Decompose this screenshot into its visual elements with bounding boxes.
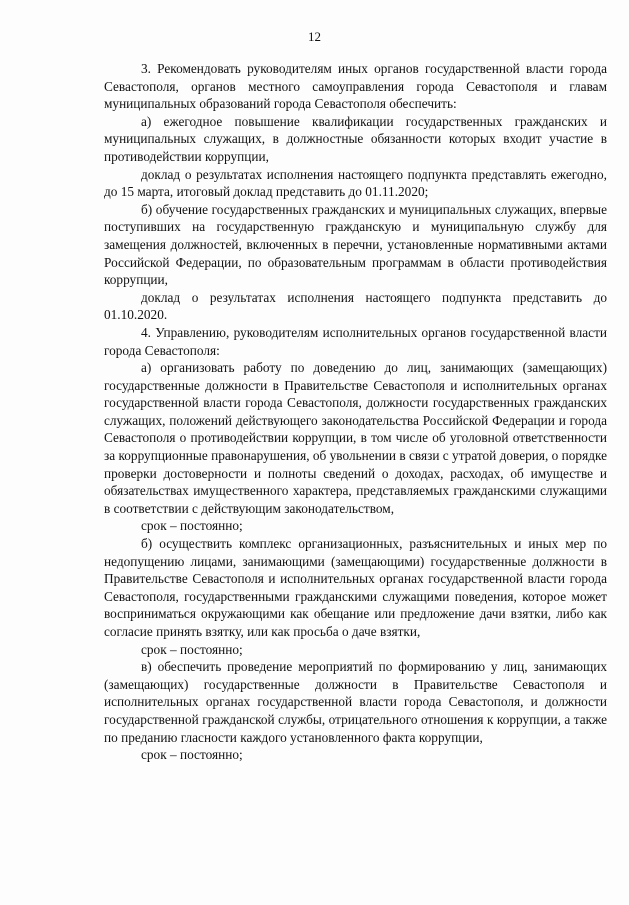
paragraph-4a-deadline: срок – постоянно; [141, 518, 243, 534]
paragraph-4c-deadline: срок – постоянно; [141, 747, 243, 763]
paragraph-4b-deadline: срок – постоянно; [141, 641, 243, 657]
paragraph-4c: в) обеспечить проведение мероприятий по формированию у лиц, занимающих (замещающих) государственные должности в Правительстве Севастополя и исполнительных органах государственной власти города Севастополя, и должности государственной гражданской службы, отрицательного отношения к коррупции, а также по преданию гласности каждого установленного факта коррупции, [104, 659, 607, 745]
paragraph-3: 3. Рекомендовать руководителям иных органов государственной власти города Севастополя, органов местного самоуправления города Севастополя и главам муниципальных образований города Севастополя обеспечить: [104, 61, 607, 112]
paragraph-4b: б) осуществить комплекс организационных, разъяснительных и иных мер по недопущению лицами, занимающими (замещающими) государственные должности в Правительстве Севастополя и исполнительных органах государственной власти города Севастополя, государственными гражданскими служащими поведения, которое может восприниматься окружающими как обещание или предложение дачи взятки, либо как согласие принять взятку, или как просьба о даче взятки, [104, 536, 607, 639]
paragraph-3a: а) ежегодное повышение квалификации государственных гражданских и муниципальных служащих, в должностные обязанности которых входит участие в противодействии коррупции, [104, 113, 607, 164]
document-body [104, 60, 607, 764]
paragraph-4a: а) организовать работу по доведению до лиц, занимающих (замещающих) государственные должности в Правительстве Севастополя и исполнительных органах государственной власти города Севастополя, должности государственных гражданских служащих, положений действующего законодательства Российской Федерации и города Севастополя о противодействии коррупции, в том числе об уголовной ответственности за коррупционные правонарушения, об увольнении в связи с утратой доверия, о порядке проверки достоверности и полноты сведений о доходах, расходах, об имуществе и обязательствах имущественного характера, представляемых гражданскими служащими в соответствии с действующим законодательством, [104, 360, 607, 516]
paragraph-3b: б) обучение государственных гражданских и муниципальных служащих, впервые поступивших на государственную гражданскую и муниципальную службу для замещения должностей, включенных в перечни, установленные нормативными актами Российской Федерации, по образовательным программам в области противодействия коррупции, [104, 201, 607, 288]
paragraph-4: 4. Управлению, руководителям исполнительных органов государственной власти города Севастополя: [104, 324, 607, 358]
page-number: 12 [308, 29, 321, 44]
paragraph-3b-report: доклад о результатах исполнения настоящего подпункта представить до 01.10.2020. [104, 289, 607, 323]
paragraph-3a-report: доклад о результатах исполнения настоящего подпункта представлять ежегодно, до 15 марта, итоговый доклад представить до 01.11.2020; [104, 166, 607, 200]
